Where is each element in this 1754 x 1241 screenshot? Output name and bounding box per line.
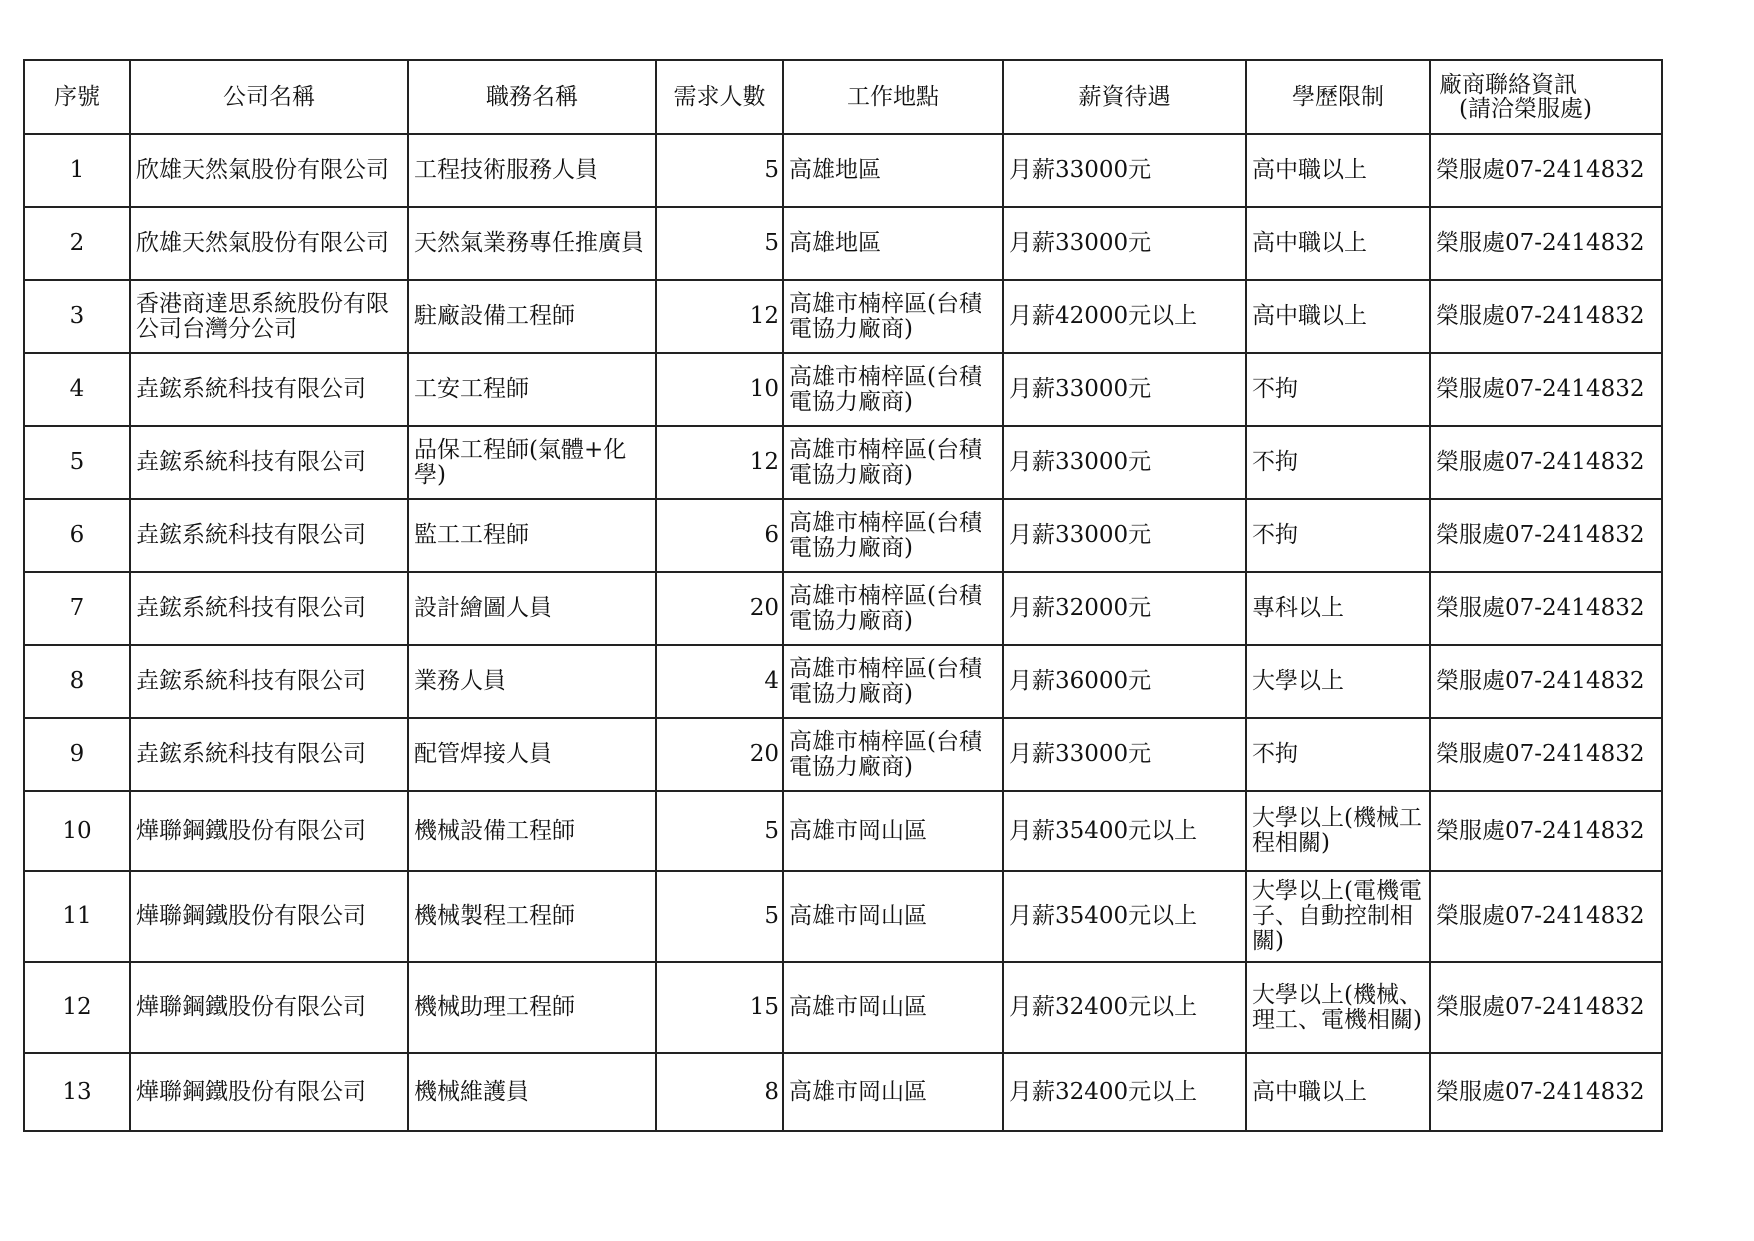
cell-position: 工安工程師 [408,353,656,426]
cell-company: 欣雄天然氣股份有限公司 [130,134,408,207]
job-listing-table [23,59,1663,1132]
cell-education: 不拘 [1246,353,1430,426]
cell-position: 監工工程師 [408,499,656,572]
cell-salary: 月薪35400元以上 [1003,871,1246,962]
cell-contact: 榮服處07-2414832 [1430,134,1662,207]
cell-location: 高雄地區 [783,134,1003,207]
cell-position: 天然氣業務專任推廣員 [408,207,656,280]
table-row [24,207,1662,280]
cell-location: 高雄市岡山區 [783,871,1003,962]
cell-contact: 榮服處07-2414832 [1430,426,1662,499]
cell-education: 高中職以上 [1246,1053,1430,1131]
cell-education: 大學以上 [1246,645,1430,718]
cell-contact: 榮服處07-2414832 [1430,353,1662,426]
cell-contact: 榮服處07-2414832 [1430,718,1662,791]
cell-company: 垚鋐系統科技有限公司 [130,718,408,791]
cell-company: 欣雄天然氣股份有限公司 [130,207,408,280]
header-count: 需求人數 [656,60,783,134]
cell-contact: 榮服處07-2414832 [1430,280,1662,353]
cell-location: 高雄市楠梓區(台積電協力廠商) [783,572,1003,645]
cell-position: 設計繪圖人員 [408,572,656,645]
cell-location: 高雄市楠梓區(台積電協力廠商) [783,280,1003,353]
cell-contact: 榮服處07-2414832 [1430,1053,1662,1131]
table-row [24,718,1662,791]
cell-salary: 月薪42000元以上 [1003,280,1246,353]
cell-count: 12 [656,426,783,499]
cell-contact: 榮服處07-2414832 [1430,572,1662,645]
cell-company: 垚鋐系統科技有限公司 [130,645,408,718]
cell-salary: 月薪32000元 [1003,572,1246,645]
cell-count: 10 [656,353,783,426]
table-row [24,353,1662,426]
header-company: 公司名稱 [130,60,408,134]
cell-count: 8 [656,1053,783,1131]
cell-education: 不拘 [1246,718,1430,791]
cell-company: 垚鋐系統科技有限公司 [130,353,408,426]
cell-seq: 10 [24,791,130,871]
cell-count: 15 [656,962,783,1053]
cell-seq: 11 [24,871,130,962]
cell-seq: 12 [24,962,130,1053]
cell-location: 高雄市岡山區 [783,791,1003,871]
cell-position: 配管焊接人員 [408,718,656,791]
cell-location: 高雄市楠梓區(台積電協力廠商) [783,499,1003,572]
cell-count: 5 [656,134,783,207]
cell-position: 業務人員 [408,645,656,718]
cell-education: 專科以上 [1246,572,1430,645]
cell-salary: 月薪32400元以上 [1003,1053,1246,1131]
cell-position: 工程技術服務人員 [408,134,656,207]
cell-position: 機械設備工程師 [408,791,656,871]
cell-seq: 6 [24,499,130,572]
table-row [24,426,1662,499]
cell-seq: 4 [24,353,130,426]
cell-position: 機械維護員 [408,1053,656,1131]
header-education: 學歷限制 [1246,60,1430,134]
cell-seq: 2 [24,207,130,280]
header-location: 工作地點 [783,60,1003,134]
cell-seq: 3 [24,280,130,353]
cell-location: 高雄市楠梓區(台積電協力廠商) [783,353,1003,426]
cell-location: 高雄市楠梓區(台積電協力廠商) [783,426,1003,499]
header-contact-line1: 廠商聯絡資訊 [1439,72,1577,98]
table-row [24,134,1662,207]
cell-location: 高雄市楠梓區(台積電協力廠商) [783,718,1003,791]
cell-company: 燁聯鋼鐵股份有限公司 [130,871,408,962]
cell-count: 12 [656,280,783,353]
cell-education: 大學以上(機械工程相關) [1246,791,1430,871]
cell-company: 燁聯鋼鐵股份有限公司 [130,1053,408,1131]
cell-education: 不拘 [1246,426,1430,499]
cell-position: 品保工程師(氣體+化學) [408,426,656,499]
table-row [24,499,1662,572]
cell-count: 5 [656,207,783,280]
cell-education: 高中職以上 [1246,280,1430,353]
cell-education: 大學以上(機械、理工、電機相關) [1246,962,1430,1053]
table-row [24,1053,1662,1131]
cell-seq: 1 [24,134,130,207]
cell-contact: 榮服處07-2414832 [1430,499,1662,572]
cell-seq: 5 [24,426,130,499]
header-position: 職務名稱 [408,60,656,134]
cell-count: 5 [656,871,783,962]
table-row [24,871,1662,962]
table-row [24,962,1662,1053]
table-row [24,645,1662,718]
header-salary: 薪資待遇 [1003,60,1246,134]
cell-company: 香港商達思系統股份有限公司台灣分公司 [130,280,408,353]
table-row [24,280,1662,353]
cell-position: 機械製程工程師 [408,871,656,962]
cell-contact: 榮服處07-2414832 [1430,207,1662,280]
cell-count: 20 [656,572,783,645]
cell-education: 不拘 [1246,499,1430,572]
cell-company: 燁聯鋼鐵股份有限公司 [130,791,408,871]
table-row [24,572,1662,645]
cell-salary: 月薪33000元 [1003,499,1246,572]
cell-salary: 月薪33000元 [1003,426,1246,499]
cell-count: 4 [656,645,783,718]
header-contact [1430,60,1662,134]
cell-location: 高雄市楠梓區(台積電協力廠商) [783,645,1003,718]
cell-company: 燁聯鋼鐵股份有限公司 [130,962,408,1053]
table-row [24,791,1662,871]
cell-education: 大學以上(電機電子、自動控制相關) [1246,871,1430,962]
cell-count: 5 [656,791,783,871]
cell-salary: 月薪33000元 [1003,134,1246,207]
cell-seq: 9 [24,718,130,791]
cell-salary: 月薪36000元 [1003,645,1246,718]
cell-education: 高中職以上 [1246,134,1430,207]
cell-contact: 榮服處07-2414832 [1430,645,1662,718]
cell-seq: 13 [24,1053,130,1131]
job-listing-sheet [23,59,1663,1132]
cell-count: 6 [656,499,783,572]
cell-salary: 月薪33000元 [1003,353,1246,426]
header-contact-line2: (請洽榮服處) [1459,96,1592,122]
cell-contact: 榮服處07-2414832 [1430,791,1662,871]
cell-location: 高雄地區 [783,207,1003,280]
cell-location: 高雄市岡山區 [783,1053,1003,1131]
cell-seq: 8 [24,645,130,718]
cell-seq: 7 [24,572,130,645]
cell-company: 垚鋐系統科技有限公司 [130,499,408,572]
cell-salary: 月薪35400元以上 [1003,791,1246,871]
cell-salary: 月薪33000元 [1003,718,1246,791]
cell-education: 高中職以上 [1246,207,1430,280]
header-row [24,60,1662,134]
cell-company: 垚鋐系統科技有限公司 [130,426,408,499]
cell-location: 高雄市岡山區 [783,962,1003,1053]
cell-contact: 榮服處07-2414832 [1430,962,1662,1053]
cell-salary: 月薪32400元以上 [1003,962,1246,1053]
cell-contact: 榮服處07-2414832 [1430,871,1662,962]
cell-salary: 月薪33000元 [1003,207,1246,280]
cell-position: 駐廠設備工程師 [408,280,656,353]
header-seq: 序號 [24,60,130,134]
cell-position: 機械助理工程師 [408,962,656,1053]
cell-count: 20 [656,718,783,791]
cell-company: 垚鋐系統科技有限公司 [130,572,408,645]
